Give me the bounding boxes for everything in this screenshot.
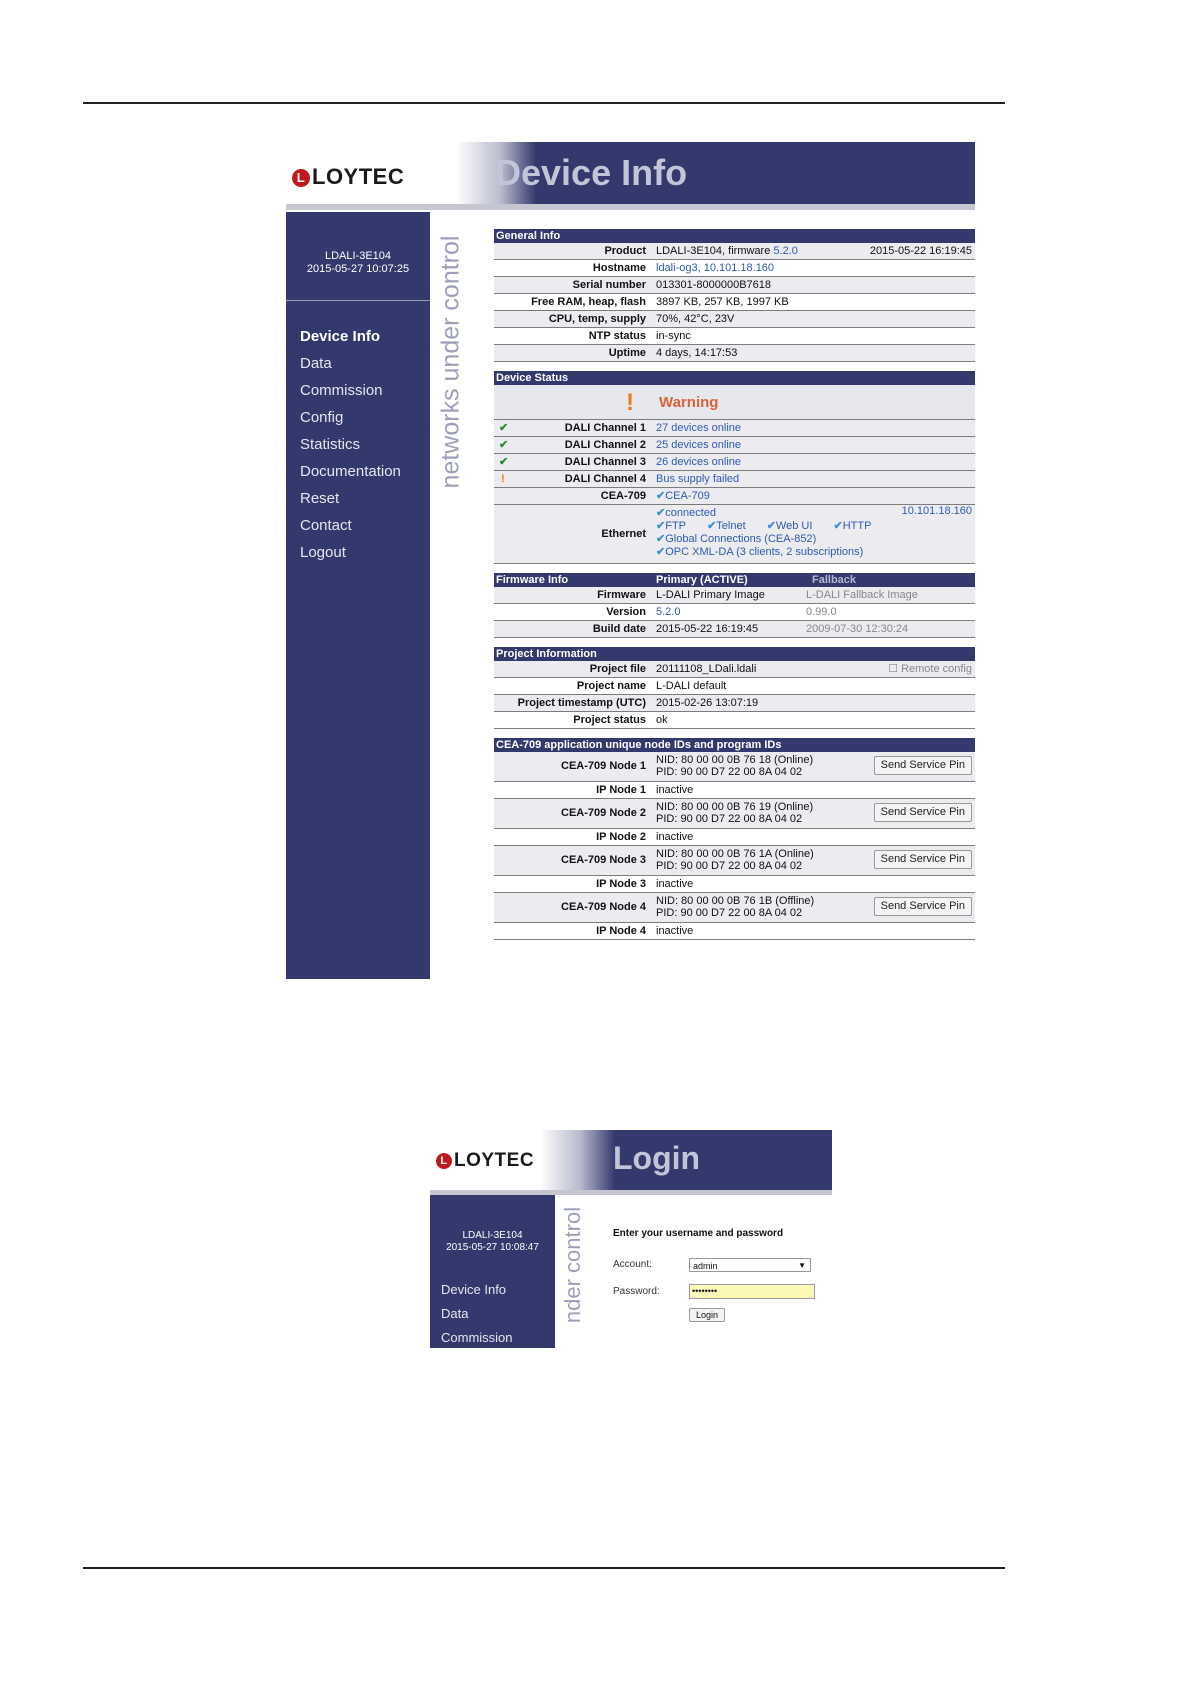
- channel-status-link[interactable]: 25 devices online: [656, 439, 742, 451]
- fallback-column-header: Fallback: [812, 574, 857, 586]
- bottom-rule: [83, 1567, 1005, 1569]
- firmware-version-link[interactable]: 5.2.0: [773, 245, 798, 257]
- section-header: Project Information: [494, 647, 975, 661]
- password-field[interactable]: ••••••••: [689, 1284, 815, 1299]
- status-row-channel-1: ✔ DALI Channel 1 27 devices online: [494, 420, 975, 437]
- sidebar-item-commission[interactable]: Commission: [441, 1330, 513, 1345]
- page-title: Device Info: [495, 152, 688, 193]
- sidebar-menu: [286, 301, 430, 571]
- top-rule: [83, 102, 1005, 104]
- device-identity: [430, 1195, 555, 1268]
- section-header: CEA-709 application unique node IDs and program IDs: [494, 738, 975, 752]
- login-screenshot: [430, 1130, 832, 1348]
- password-label: Password:: [613, 1286, 660, 1297]
- ip-node-row: IP Node 1 inactive: [494, 782, 975, 799]
- channel-status-link[interactable]: 26 devices online: [656, 456, 742, 468]
- loytec-logo: L LOYTEC: [292, 164, 404, 190]
- service-webui[interactable]: Web UI: [775, 520, 813, 532]
- device-time: 2015-05-27 10:07:25: [306, 263, 410, 275]
- node-row: CEA-709 Node 4 NID: 80 00 00 0B 76 1B (Offline) PID: 90 00 D7 22 00 8A 04 02 Send Service Pin: [494, 893, 975, 923]
- project-row: Project file 20111108_LDali.ldali ☐ Remote config: [494, 661, 975, 678]
- warning-icon: !: [626, 389, 634, 416]
- device-time: 2015-05-27 10:08:47: [446, 1242, 539, 1253]
- logo-mark-icon: L: [292, 169, 310, 187]
- service-http[interactable]: HTTP: [842, 520, 872, 532]
- warning-banner: [494, 385, 975, 420]
- firmware-row: Build date 2015-05-22 16:19:45 2009-07-30 12:30:24: [494, 621, 975, 638]
- status-row-channel-3: ✔ DALI Channel 3 26 devices online: [494, 454, 975, 471]
- info-row-uptime: Uptime 4 days, 14:17:53: [494, 345, 975, 362]
- device-status-section: [494, 371, 975, 564]
- logo-mark-icon: L: [436, 1153, 452, 1169]
- login-form: [613, 1228, 823, 1322]
- service-ftp[interactable]: FTP: [665, 520, 686, 532]
- sidebar-item-commission[interactable]: Commission: [300, 382, 383, 399]
- account-select[interactable]: admin ▼: [689, 1258, 811, 1272]
- sidebar-item-device-info[interactable]: Device Info: [441, 1282, 507, 1297]
- check-icon: ✔: [656, 546, 666, 558]
- node-row: CEA-709 Node 1 NID: 80 00 00 0B 76 18 (Online) PID: 90 00 D7 22 00 8A 04 02 Send Service Pin: [494, 752, 975, 782]
- project-info-section: [494, 647, 975, 729]
- project-row: Project status ok: [494, 712, 975, 729]
- header-divider: [286, 204, 975, 210]
- check-icon: ✔: [656, 520, 666, 532]
- page-header: [286, 142, 975, 204]
- sidebar-item-data[interactable]: Data: [441, 1306, 469, 1321]
- hostname-link[interactable]: ldali-og3, 10.101.18.160: [656, 262, 775, 274]
- send-service-pin-button[interactable]: Send Service Pin: [874, 803, 972, 822]
- device-name: LDALI-3E104: [324, 250, 392, 262]
- check-icon: ✔: [499, 439, 509, 451]
- project-row: Project name L-DALI default: [494, 678, 975, 695]
- account-label: Account:: [613, 1259, 652, 1270]
- global-connections-link[interactable]: Global Connections (CEA-852): [665, 533, 817, 545]
- status-row-cea709: CEA-709 ✔CEA-709: [494, 488, 975, 505]
- slogan-text: networks under control: [436, 235, 465, 489]
- info-row-hostname: Hostname ldali-og3, 10.101.18.160: [494, 260, 975, 277]
- info-row-cpu: CPU, temp, supply 70%, 42°C, 23V: [494, 311, 975, 328]
- slogan: [432, 212, 470, 512]
- node-ids-section: [494, 738, 975, 940]
- remote-config-checkbox[interactable]: ☐ Remote config: [888, 663, 972, 675]
- sidebar-item-data[interactable]: Data: [300, 355, 332, 372]
- check-icon: ✔: [656, 507, 666, 519]
- send-service-pin-button[interactable]: Send Service Pin: [874, 756, 972, 775]
- ip-node-row: IP Node 3 inactive: [494, 876, 975, 893]
- channel-status-link[interactable]: Bus supply failed: [656, 473, 740, 485]
- ip-node-row: IP Node 4 inactive: [494, 923, 975, 940]
- status-row-channel-4: ! DALI Channel 4 Bus supply failed: [494, 471, 975, 488]
- ethernet-ip: 10.101.18.160: [901, 505, 972, 517]
- info-row-ram: Free RAM, heap, flash 3897 KB, 257 KB, 1997 KB: [494, 294, 975, 311]
- sidebar-item-reset[interactable]: Reset: [300, 490, 340, 507]
- check-icon: ✔: [707, 520, 717, 532]
- firmware-row: Firmware L-DALI Primary Image L-DALI Fallback Image: [494, 587, 975, 604]
- page-title: Login: [613, 1140, 701, 1176]
- send-service-pin-button[interactable]: Send Service Pin: [874, 897, 972, 916]
- dropdown-arrow-icon: ▼: [798, 1260, 806, 1270]
- info-row-ntp: NTP status in-sync: [494, 328, 975, 345]
- login-header: [430, 1130, 832, 1190]
- check-icon: ✔: [499, 456, 509, 468]
- slogan-text: nder control: [560, 1206, 585, 1324]
- check-icon: ✔: [766, 520, 776, 532]
- device-info-screenshot: [286, 142, 975, 979]
- firmware-date: 2015-05-22 16:19:45: [869, 245, 972, 257]
- sidebar-item-logout[interactable]: Logout: [300, 544, 346, 561]
- login-prompt: Enter your username and password: [613, 1228, 784, 1239]
- status-row-channel-2: ✔ DALI Channel 2 25 devices online: [494, 437, 975, 454]
- node-row: CEA-709 Node 3 NID: 80 00 00 0B 76 1A (Online) PID: 90 00 D7 22 00 8A 04 02 Send Service Pin: [494, 846, 975, 876]
- sidebar-item-device-info[interactable]: Device Info: [300, 328, 381, 345]
- warning-text: Warning: [659, 394, 719, 411]
- send-service-pin-button[interactable]: Send Service Pin: [874, 850, 972, 869]
- sidebar-menu: [430, 1268, 555, 1348]
- service-telnet[interactable]: Telnet: [716, 520, 746, 532]
- project-row: Project timestamp (UTC) 2015-02-26 13:07:19: [494, 695, 975, 712]
- slogan: [557, 1195, 589, 1348]
- error-icon: !: [501, 473, 505, 485]
- device-identity: [286, 212, 430, 301]
- primary-column-header: Primary (ACTIVE): [656, 574, 748, 586]
- sidebar-item-documentation[interactable]: Documentation: [300, 463, 401, 480]
- password-row: [613, 1278, 823, 1305]
- node-row: CEA-709 Node 2 NID: 80 00 00 0B 76 19 (Online) PID: 90 00 D7 22 00 8A 04 02 Send Service Pin: [494, 799, 975, 829]
- section-header: General Info: [494, 229, 975, 243]
- opc-link[interactable]: OPC XML-DA (3 clients, 2 subscriptions): [665, 546, 864, 558]
- check-icon: ✔: [656, 533, 666, 545]
- info-row-product: Product LDALI-3E104, firmware 5.2.0 2015-05-22 16:19:45: [494, 243, 975, 260]
- ethernet-connected[interactable]: connected: [665, 507, 716, 519]
- check-icon: ✔: [656, 490, 666, 502]
- sidebar: [286, 212, 430, 979]
- section-header: Firmware Info Primary (ACTIVE) Fallback: [494, 573, 975, 587]
- sidebar-item-statistics[interactable]: Statistics: [300, 436, 361, 453]
- info-row-serial: Serial number 013301-8000000B7618: [494, 277, 975, 294]
- channel-status-link[interactable]: 27 devices online: [656, 422, 742, 434]
- firmware-row: Version 5.2.0 0.99.0: [494, 604, 975, 621]
- check-icon: ✔: [833, 520, 843, 532]
- check-icon: ✔: [499, 422, 509, 434]
- loytec-logo: L LOYTEC: [436, 1150, 534, 1172]
- sidebar-item-contact[interactable]: Contact: [300, 517, 352, 534]
- cea709-link[interactable]: CEA-709: [665, 490, 710, 502]
- login-button[interactable]: Login: [689, 1308, 725, 1322]
- ip-node-row: IP Node 2 inactive: [494, 829, 975, 846]
- main-content: [494, 229, 975, 949]
- sidebar: [430, 1195, 555, 1348]
- firmware-info-section: [494, 573, 975, 638]
- section-header: Device Status: [494, 371, 975, 385]
- status-row-ethernet: Ethernet ✔connected 10.101.18.160 ✔FTP ✔Telnet ✔Web UI ✔HTTP ✔Global Connections (CEA-852) ✔OPC XML-DA (3 clients, 2 subscriptions): [494, 505, 975, 564]
- general-info-section: [494, 229, 975, 362]
- sidebar-item-config[interactable]: Config: [300, 409, 344, 426]
- account-row: [613, 1251, 823, 1278]
- device-name: LDALI-3E104: [462, 1230, 523, 1241]
